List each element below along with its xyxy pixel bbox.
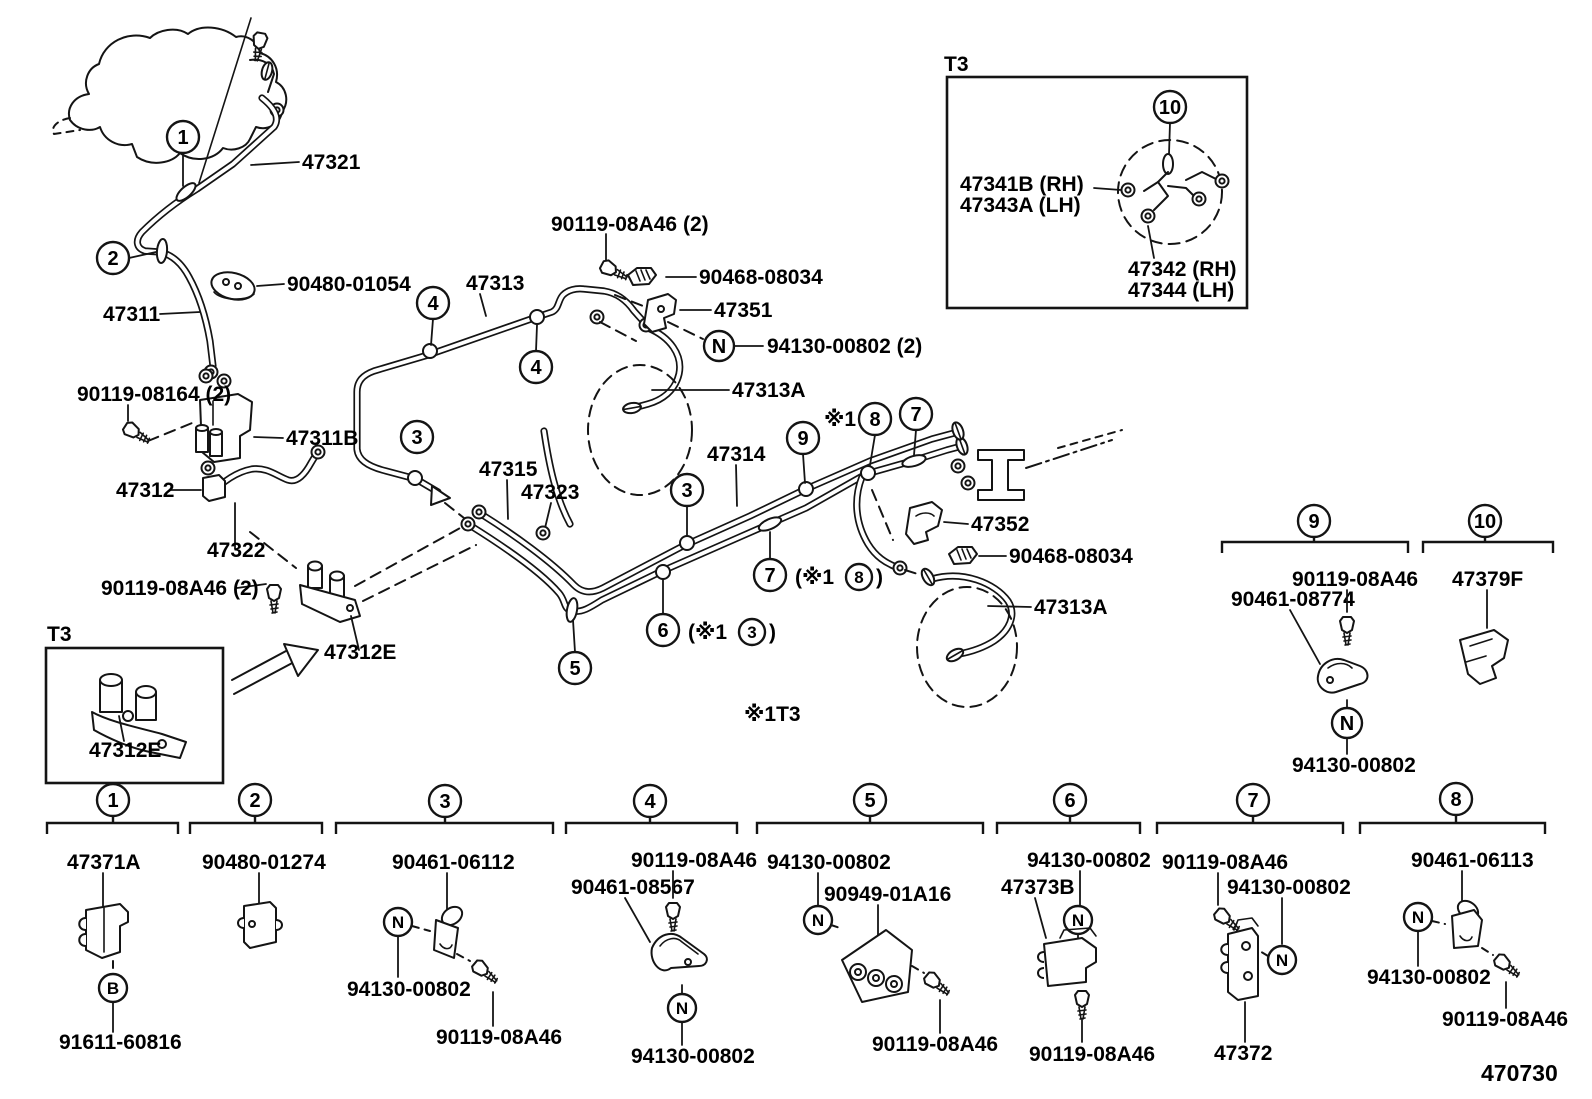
callout-circle-4b[interactable] [520,351,552,383]
label-47313[interactable]: 47313 [466,272,525,295]
svg-text:10: 10 [1158,97,1182,119]
t3-right-pipes-sketch [1122,154,1229,223]
part-47379F-sketch [1460,630,1508,684]
svg-text:N: N [1411,908,1425,927]
label-90461-08567[interactable]: 90461-08567 [571,876,695,899]
label-g7-90119-08A46[interactable]: 90119-08A46 [1162,851,1289,874]
label-g8-90119-08A46[interactable]: 90119-08A46 [1442,1008,1569,1031]
t3-left-arrow [232,644,318,694]
callout-circle-5[interactable] [559,652,591,684]
part-47373B-sketch [1038,928,1096,986]
svg-text:N: N [675,999,689,1018]
label-47344-LH[interactable]: 47344 (LH) [1128,279,1235,302]
label-47322[interactable]: 47322 [207,539,266,562]
callout-circle-N-b8[interactable] [1404,903,1432,931]
svg-text:5: 5 [569,658,581,680]
bottom-group-3 [336,785,562,1049]
svg-text:7: 7 [764,565,776,587]
label-47372[interactable]: 47372 [1214,1042,1273,1065]
svg-text:3: 3 [411,427,423,449]
svg-text:2: 2 [107,248,119,270]
label-47323[interactable]: 47323 [521,481,580,504]
label-90468-08034-top[interactable]: 90468-08034 [699,266,823,289]
callout-circle-N-main[interactable] [704,331,734,361]
part-47371A-sketch [79,904,128,958]
page-code: 470730 [1481,1060,1558,1086]
callout-circle-group9[interactable] [1298,505,1330,537]
label-47321[interactable]: 47321 [302,151,361,174]
part-90461-06112-sketch [434,903,466,958]
callout-circle-4a[interactable] [417,287,449,319]
label-47311[interactable]: 47311 [103,303,161,326]
bolt-90119-08A46-left [267,585,281,613]
label-47314[interactable]: 47314 [707,443,766,466]
svg-text:5: 5 [864,790,876,812]
bottom-group-1 [47,784,182,1054]
bolt-90119-08164 [121,420,152,447]
rear-axle-sketch [978,430,1122,500]
svg-text:8: 8 [869,409,881,431]
note-star1-t3: ※1T3 [744,703,801,726]
label-47352[interactable]: 47352 [971,513,1030,536]
label-g7-94130-00802[interactable]: 94130-00802 [1227,876,1351,899]
svg-text:N: N [811,911,825,930]
label-47371A[interactable]: 47371A [67,851,141,874]
label-47313A-right[interactable]: 47313A [1034,596,1108,619]
label-90480-01274[interactable]: 90480-01274 [202,851,326,874]
callout-circle-10[interactable] [1154,91,1186,123]
label-g9-94130-00802[interactable]: 94130-00802 [1292,754,1416,777]
callout-circle-7a[interactable] [900,398,932,430]
callout-circle-b3[interactable] [429,785,461,817]
clip-90468-08034-right [949,547,977,564]
svg-text:6: 6 [1064,790,1076,812]
label-94130-00802-top[interactable]: 94130-00802 (2) [767,335,923,358]
hose-detail-ellipse-right [917,587,1017,707]
label-47315[interactable]: 47315 [479,458,538,481]
label-g5-90119-08A46[interactable]: 90119-08A46 [872,1033,999,1056]
svg-text:4: 4 [427,293,439,315]
svg-text:8: 8 [854,568,864,587]
pipe-47313-rear-drop [544,431,570,524]
svg-text:4: 4 [530,357,542,379]
part-group9-clamp-sketch [1318,617,1368,693]
label-g3-90119-08A46[interactable]: 90119-08A46 [436,1026,563,1049]
callout-circle-2[interactable] [97,242,129,274]
svg-text:8: 8 [1450,789,1462,811]
svg-text:2: 2 [249,790,261,812]
group-9 [1222,505,1418,777]
label-g6-94130-00802[interactable]: 94130-00802 [1027,849,1151,872]
clamp-47312-sketch [202,462,226,502]
t3-inset-left [46,623,223,783]
callout-circle-b6[interactable] [1054,784,1086,816]
clip-90480-01054-sketch [209,268,258,304]
callout-circle-N-group9[interactable] [1332,708,1362,738]
label-90461-06113[interactable]: 90461-06113 [1411,849,1534,872]
callout-circle-b5[interactable] [854,784,886,816]
svg-text:10: 10 [1473,511,1497,533]
label-g4-90119-08A46[interactable]: 90119-08A46 [631,849,758,872]
master-cylinder-sketch [53,18,286,183]
label-47312E[interactable]: 47312E [324,641,397,664]
label-90480-01054[interactable]: 90480-01054 [287,273,411,296]
callout-circle-b2[interactable] [239,784,271,816]
svg-text:1: 1 [107,790,119,812]
svg-text:): ) [876,566,883,589]
svg-text:4: 4 [644,791,656,813]
label-g9-90461-08774[interactable]: 90461-08774 [1231,588,1355,611]
callout-circle-9[interactable] [787,422,819,454]
svg-text:N: N [1275,951,1289,970]
label-g8-94130-00802[interactable]: 94130-00802 [1367,966,1491,989]
label-47342-RH[interactable]: 47342 (RH) [1128,258,1237,281]
callout-circle-3-left[interactable] [401,421,433,453]
label-47373B[interactable]: 47373B [1001,876,1075,899]
svg-text:): ) [769,621,776,644]
svg-text:9: 9 [1308,511,1320,533]
callout-circle-N-b7[interactable] [1268,946,1296,974]
svg-text:7: 7 [1247,790,1259,812]
note-star1-callout3 [688,619,776,645]
note-star1: ※1 [824,408,857,431]
label-g3-94130-00802[interactable]: 94130-00802 [347,978,471,1001]
part-90461-08567-sketch [652,934,707,970]
label-47312[interactable]: 47312 [116,479,175,502]
label-g9-90119-08A46[interactable]: 90119-08A46 [1292,568,1419,591]
bottom-group-8 [1360,783,1568,1031]
label-90119-08164[interactable]: 90119-08164 (2) [77,383,232,406]
svg-text:N: N [1071,911,1085,930]
label-90461-06112[interactable]: 90461-06112 [392,851,515,874]
callout-circle-1[interactable] [167,121,199,153]
bracket-47352-sketch [906,502,942,544]
callout-circle-3-center[interactable] [671,474,703,506]
t3-left-title: T3 [47,623,72,646]
label-g6-90119-08A46[interactable]: 90119-08A46 [1029,1043,1156,1066]
valve-47312E-sketch [300,562,360,623]
svg-text:N: N [711,336,727,358]
bottom-group-2 [190,784,326,948]
part-47372-sketch [1221,918,1258,1000]
hose-47313A-right [932,576,1012,654]
callout-circle-b7[interactable] [1237,784,1269,816]
label-91611-60816[interactable]: 91611-60816 [59,1031,182,1054]
callout-circle-b8[interactable] [1440,783,1472,815]
svg-text:3: 3 [747,623,757,642]
hose-47313A-center [637,328,680,407]
bottom-group-6 [997,784,1155,1066]
group-10 [1423,505,1553,628]
svg-text:7: 7 [910,404,922,426]
label-g4-94130-00802[interactable]: 94130-00802 [631,1045,755,1068]
label-47343A-LH[interactable]: 47343A (LH) [960,194,1081,217]
bottom-group-7 [1157,784,1351,1065]
label-90949-01A16[interactable]: 90949-01A16 [824,883,952,906]
label-47341B-RH[interactable]: 47341B (RH) [960,173,1084,196]
top-center-hardware [591,259,677,332]
callout-circle-N-b4[interactable] [668,994,696,1022]
callout-circle-N-b3[interactable] [384,908,412,936]
svg-text:B: B [106,979,120,998]
callout-circle-8[interactable] [859,403,891,435]
svg-text:3: 3 [439,791,451,813]
label-90119-08A46-left[interactable]: 90119-08A46 (2) [101,577,259,600]
callout-circle-b4[interactable] [634,785,666,817]
label-90119-08A46-top[interactable]: 90119-08A46 (2) [551,213,709,236]
label-47311B[interactable]: 47311B [286,427,359,450]
callout-circle-7b[interactable] [754,559,786,591]
note-star1-callout8 [795,564,883,590]
svg-text:1: 1 [177,127,189,149]
svg-text:6: 6 [657,620,669,642]
pipe-rear-hose-drop [857,477,896,567]
part-90461-06113-sketch [1452,897,1482,948]
label-90468-08034-right[interactable]: 90468-08034 [1009,545,1133,568]
svg-text:9: 9 [797,428,809,450]
callout-circle-b1[interactable] [97,784,129,816]
svg-text:N: N [1339,713,1355,735]
label-47351[interactable]: 47351 [714,299,773,322]
t3-left-part-label[interactable]: 47312E [89,739,162,762]
part-90480-01274-sketch [238,902,282,948]
bottom-group-4 [566,785,757,1068]
svg-text:3: 3 [681,480,693,502]
label-g5-94130-00802[interactable]: 94130-00802 [767,851,891,874]
t3-right-title: T3 [944,53,969,76]
callout-circle-group10[interactable] [1469,505,1501,537]
svg-text:(※1: (※1 [688,621,728,644]
label-47313A-center[interactable]: 47313A [732,379,806,402]
t3-inset-right [944,53,1247,308]
callout-circle-B[interactable] [99,974,127,1002]
callout-circle-N-b5[interactable] [804,906,832,934]
label-47379F[interactable]: 47379F [1452,568,1524,591]
part-90949-01A16-sketch [842,930,912,1002]
svg-text:(※1: (※1 [795,566,835,589]
callout-circle-6[interactable] [647,614,679,646]
bottom-group-5 [757,784,998,1056]
svg-text:N: N [391,913,405,932]
